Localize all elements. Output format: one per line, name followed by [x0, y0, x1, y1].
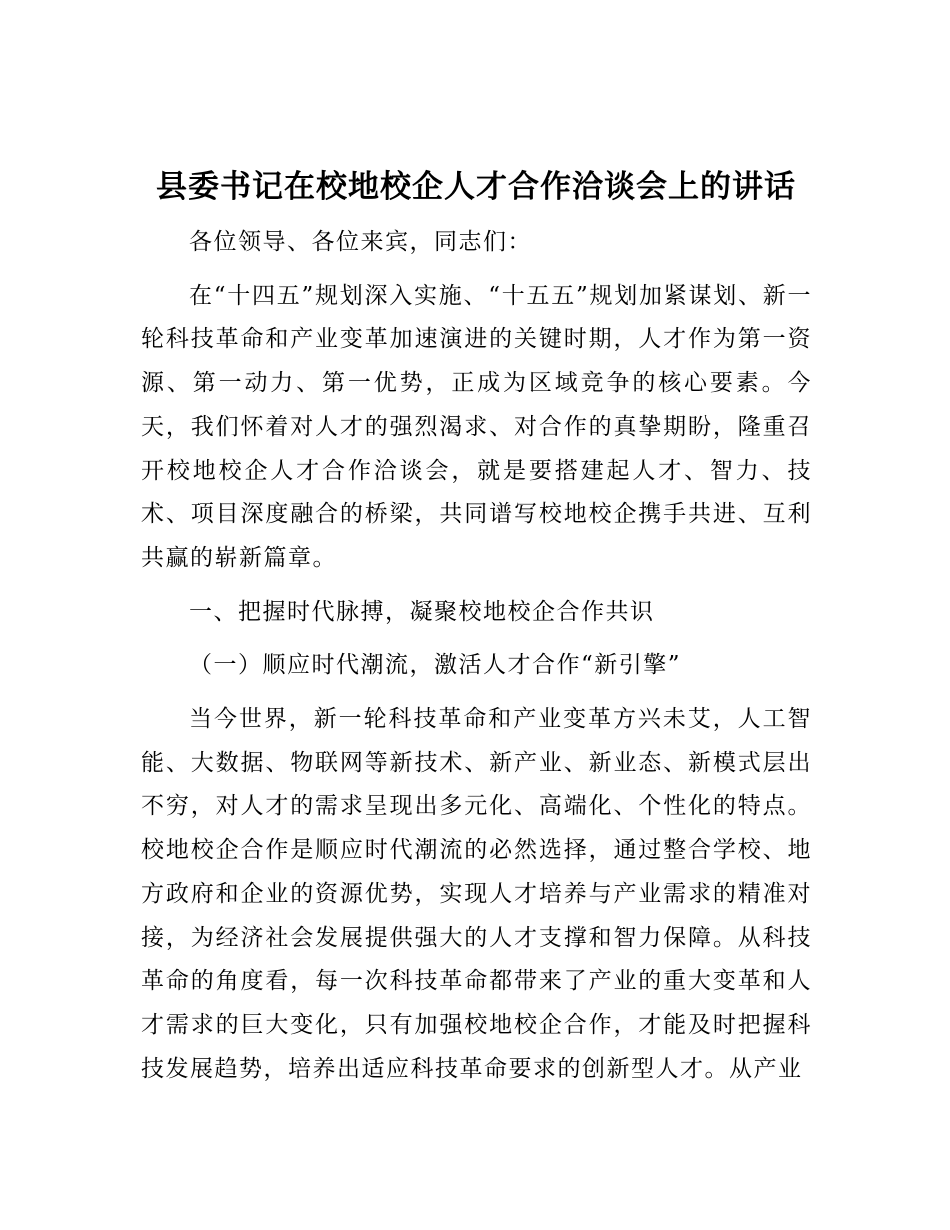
salutation: 各位领导、各位来宾，同志们：	[189, 229, 532, 255]
section-heading-1: 一、把握时代脉搏，凝聚校地校企合作共识	[189, 598, 655, 625]
paragraph-intro: 在“十四五”规划深入实施、“十五五”规划加紧谋划、新一轮科技革命和产业变革加速演进的关键时期，人才作为第一资源、第一动力、第一优势，正成为区域竞争的核心要素。今天，我们怀着对人才的强烈渴求、对合作的真挚期盼，隆重召开校地校企人才合作洽谈会，就是要搭建起人才、智力、技术、项目深度融合的桥梁，共同谱写校地校企携手共进、互利共赢的崭新篇章。	[141, 282, 812, 571]
document-body	[141, 221, 812, 1091]
paragraph-body: 当今世界，新一轮科技革命和产业变革方兴未艾，人工智能、大数据、物联网等新技术、新产业、新业态、新模式层出不穷，对人才的需求呈现出多元化、高端化、个性化的特点。校地校企合作是顺应时代潮流的必然选择，通过整合学校、地方政府和企业的资源优势，实现人才培养与产业需求的精准对接，为经济社会发展提供强大的人才支撑和智力保障。从科技革命的角度看，每一次科技革命都带来了产业的重大变革和人才需求的巨大变化，只有加强校地校企合作，才能及时把握科技发展趋势，培养出适应科技革命要求的创新型人才。从产业	[141, 706, 812, 1082]
subsection-heading-1-1: （一）顺应时代潮流，激活人才合作“新引擎”	[189, 652, 682, 679]
document-title: 县委书记在校地校企人才合作洽谈会上的讲话	[156, 169, 796, 205]
